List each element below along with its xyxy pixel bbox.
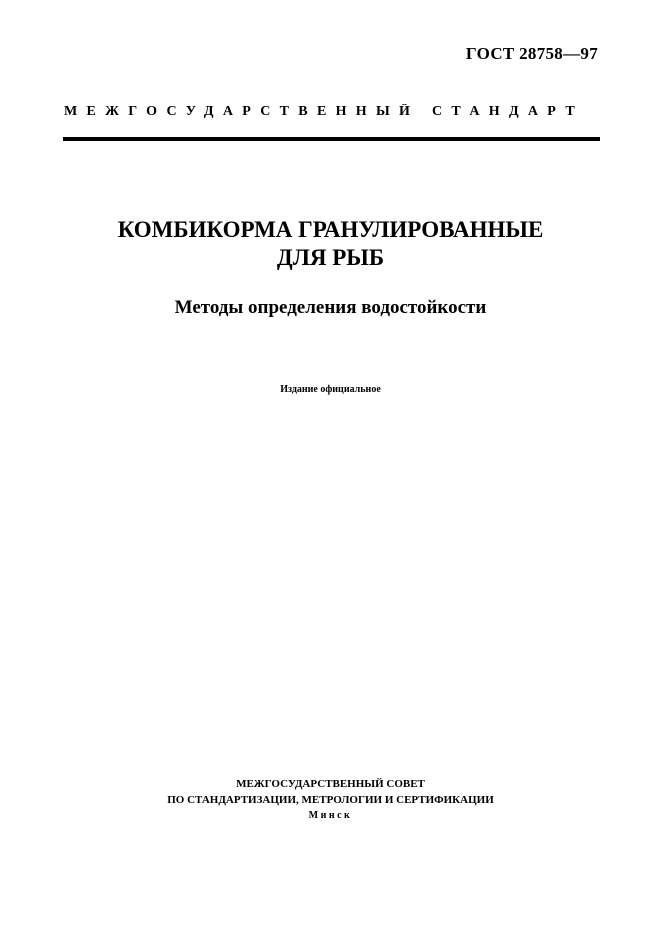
publisher-line-2: ПО СТАНДАРТИЗАЦИИ, МЕТРОЛОГИИ И СЕРТИФИКАЦИИ: [167, 794, 494, 806]
standard-type-heading: МЕЖГОСУДАРСТВЕННЫЙ СТАНДАРТ: [64, 104, 584, 119]
publisher-city: Минск: [308, 810, 353, 821]
subtitle: Методы определения водостойкости: [174, 297, 487, 318]
header-rule: [63, 137, 600, 141]
title-line-1: КОМБИКОРМА ГРАНУЛИРОВАННЫЕ: [117, 217, 544, 242]
document-code: ГОСТ 28758—97: [465, 44, 598, 63]
publisher-line-1: МЕЖГОСУДАРСТВЕННЫЙ СОВЕТ: [236, 778, 425, 790]
edition-note: Издание официальное: [280, 384, 381, 395]
title-line-2: ДЛЯ РЫБ: [276, 245, 385, 270]
